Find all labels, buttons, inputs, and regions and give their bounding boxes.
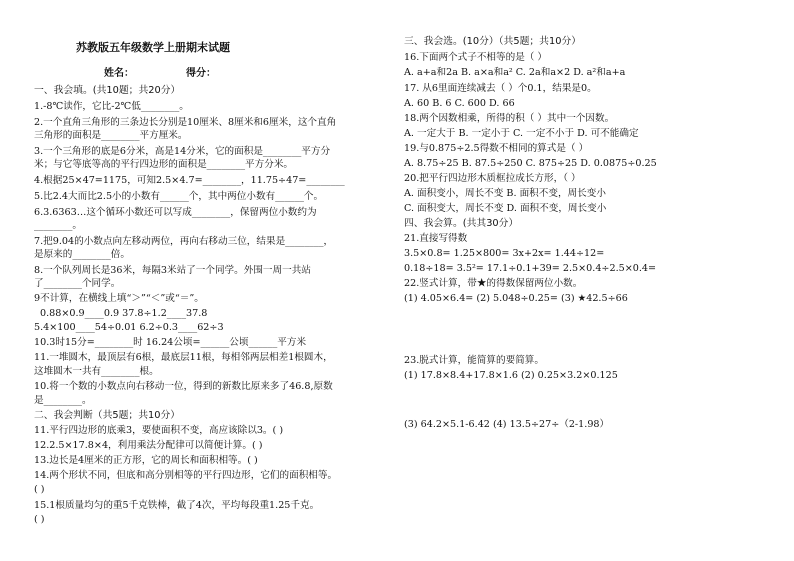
question-9-row-2: 5.4×100____54÷0.01 6.2÷0.3____62÷3 bbox=[34, 322, 224, 333]
question-6-line-1: 6.3.6363…这个循环小数还可以写成________，保留两位小数约为 bbox=[34, 207, 317, 218]
question-10: 10.3时15分=________时 16.24公顷=______公顷______平方米 bbox=[34, 337, 307, 348]
question-7-line-1: 7.把9.04的小数点向左移动两位，再向右移动三位，结果是________， bbox=[34, 236, 334, 247]
question-2-line-1: 2.一个直角三角形的三条边长分别是10厘米、8厘米和6厘米，这个直角 bbox=[34, 117, 337, 128]
question-22-row: (1) 4.05×6.4= (2) 5.048÷0.25= (3) ★42.5÷66 bbox=[404, 293, 628, 304]
choice-20: 20.把平行四边形木质框拉成长方形，（ ） bbox=[404, 173, 581, 184]
judge-13: 13.边长是4厘米的正方形，它的周长和面积相等。( ) bbox=[34, 455, 258, 466]
judge-14-line-1: 14.两个形状不同，但底和高分别相等的平行四边形，它们的面积相等。 bbox=[34, 470, 338, 481]
question-3-line-2: 米；与它等底等高的平行四边形的面积是________平方分米。 bbox=[34, 159, 294, 170]
question-11-line-2: 这堆圆木一共有________根。 bbox=[34, 366, 159, 377]
choice-18: 18.两个因数相乘，所得的积（ ）其中一个因数。 bbox=[404, 113, 615, 124]
section-calculate: 四、我会算。(共其30分） bbox=[404, 218, 519, 229]
question-7-line-2: 是原来的________倍。 bbox=[34, 249, 130, 260]
judge-12: 12.2.5×17.8×4，利用乘法分配律可以简便计算。( ) bbox=[34, 440, 263, 451]
question-12-line-2: 是________。 bbox=[34, 395, 92, 406]
question-21-row-1: 3.5×0.8= 1.25×800= 3x+2x= 1.44÷12= bbox=[404, 248, 605, 259]
choice-20-options-a: A. 面积变小，周长不变 B. 面积不变，周长变小 bbox=[404, 188, 606, 199]
question-2-line-2: 三角形的面积是________平方厘米。 bbox=[34, 130, 188, 141]
choice-16: 16.下面两个式子不相等的是（ ） bbox=[404, 52, 548, 63]
question-21: 21.直接写得数 bbox=[404, 233, 468, 244]
question-12-line-1: 10.将一个数的小数点向右移动一位，得到的新数比原来多了46.8,原数 bbox=[34, 381, 333, 392]
choice-18-options: A. 一定大于 B. 一定小于 C. 一定不小于 D. 可不能确定 bbox=[404, 128, 639, 139]
question-6-line-2: ________。 bbox=[34, 220, 82, 231]
judge-11: 11.平行四边形的底乘3，要使面积不变，高应该除以3。( ) bbox=[34, 425, 284, 436]
question-23: 23.脱式计算，能简算的要简算。 bbox=[404, 355, 544, 366]
question-5: 5.比2.4大而比2.5小的小数有______个，其中两位小数有______个。 bbox=[34, 191, 324, 202]
judge-14-line-2: ( ) bbox=[34, 484, 45, 495]
section-fill-in: 一、我会填。(共10题；共20分） bbox=[34, 85, 181, 96]
question-21-row-2: 0.18÷18= 3.5²= 17.1÷0.1+39= 2.5×0.4÷2.5×0.4= bbox=[404, 263, 657, 274]
question-23-row-1: (1) 17.8×8.4+17.8×1.6 (2) 0.25×3.2×0.125 bbox=[404, 370, 618, 381]
choice-20-options-b: C. 面积变大，周长不变 D. 面积不变，周长变小 bbox=[404, 203, 607, 214]
judge-15-line-2: ( ) bbox=[34, 514, 45, 525]
question-22: 22.竖式计算，带★的得数保留两位小数。 bbox=[404, 278, 583, 289]
section-choose: 三、我会选。(10分）（共5题；共10分） bbox=[404, 36, 582, 47]
name-label: 姓名： bbox=[104, 68, 134, 79]
question-3-line-1: 3.一个三角形的底是6分米，高是14分米，它的面积是________平方分 bbox=[34, 146, 331, 157]
judge-15-line-1: 15.1根质量均匀的重5千克铁棒，截了4次，平均每段重1.25千克。 bbox=[34, 500, 320, 511]
question-8-line-1: 8.一个队列周长是36米，每隔3米站了一个同学。外围一周一共站 bbox=[34, 265, 311, 276]
question-9-row-1: 0.88×0.9____0.9 37.8÷1.2____37.8 bbox=[40, 308, 208, 319]
question-8-line-2: 了________个同学。 bbox=[34, 278, 121, 289]
question-1: 1.-8℃读作，它比-2℃低________。 bbox=[34, 101, 189, 112]
page-title: 苏教版五年级数学上册期末试题 bbox=[76, 41, 230, 54]
question-4: 4.根据25×47=1175，可知2.5×4.7=________，11.75÷47=________ bbox=[34, 175, 345, 186]
choice-19-options: A. 8.75÷25 B. 87.5÷250 C. 875÷25 D. 0.0875÷0.25 bbox=[404, 158, 657, 169]
question-11-line-1: 11.一堆圆木，最顶层有6根，最底层11根，每相邻两层相差1根圆木， bbox=[34, 352, 333, 363]
choice-19: 19.与0.875÷2.5得数不相同的算式是（ ） bbox=[404, 143, 589, 154]
choice-17: 17. 从6里面连续减去（ ）个0.1，结果是0。 bbox=[404, 83, 597, 94]
section-judge: 二、我会判断（共5题；共10分） bbox=[34, 410, 181, 421]
choice-17-options: A. 60 B. 6 C. 600 D. 66 bbox=[404, 98, 515, 109]
choice-16-options: A. a+a和2a B. a×a和a² C. 2a和a×2 D. a²和a+a bbox=[404, 67, 626, 78]
question-9: 9不计算，在横线上填“＞”“＜”或“＝”。 bbox=[34, 293, 204, 304]
question-23-row-2: (3) 64.2×5.1-6.42 (4) 13.5÷27÷（2-1.98） bbox=[404, 419, 610, 430]
score-label: 得分： bbox=[186, 68, 216, 79]
